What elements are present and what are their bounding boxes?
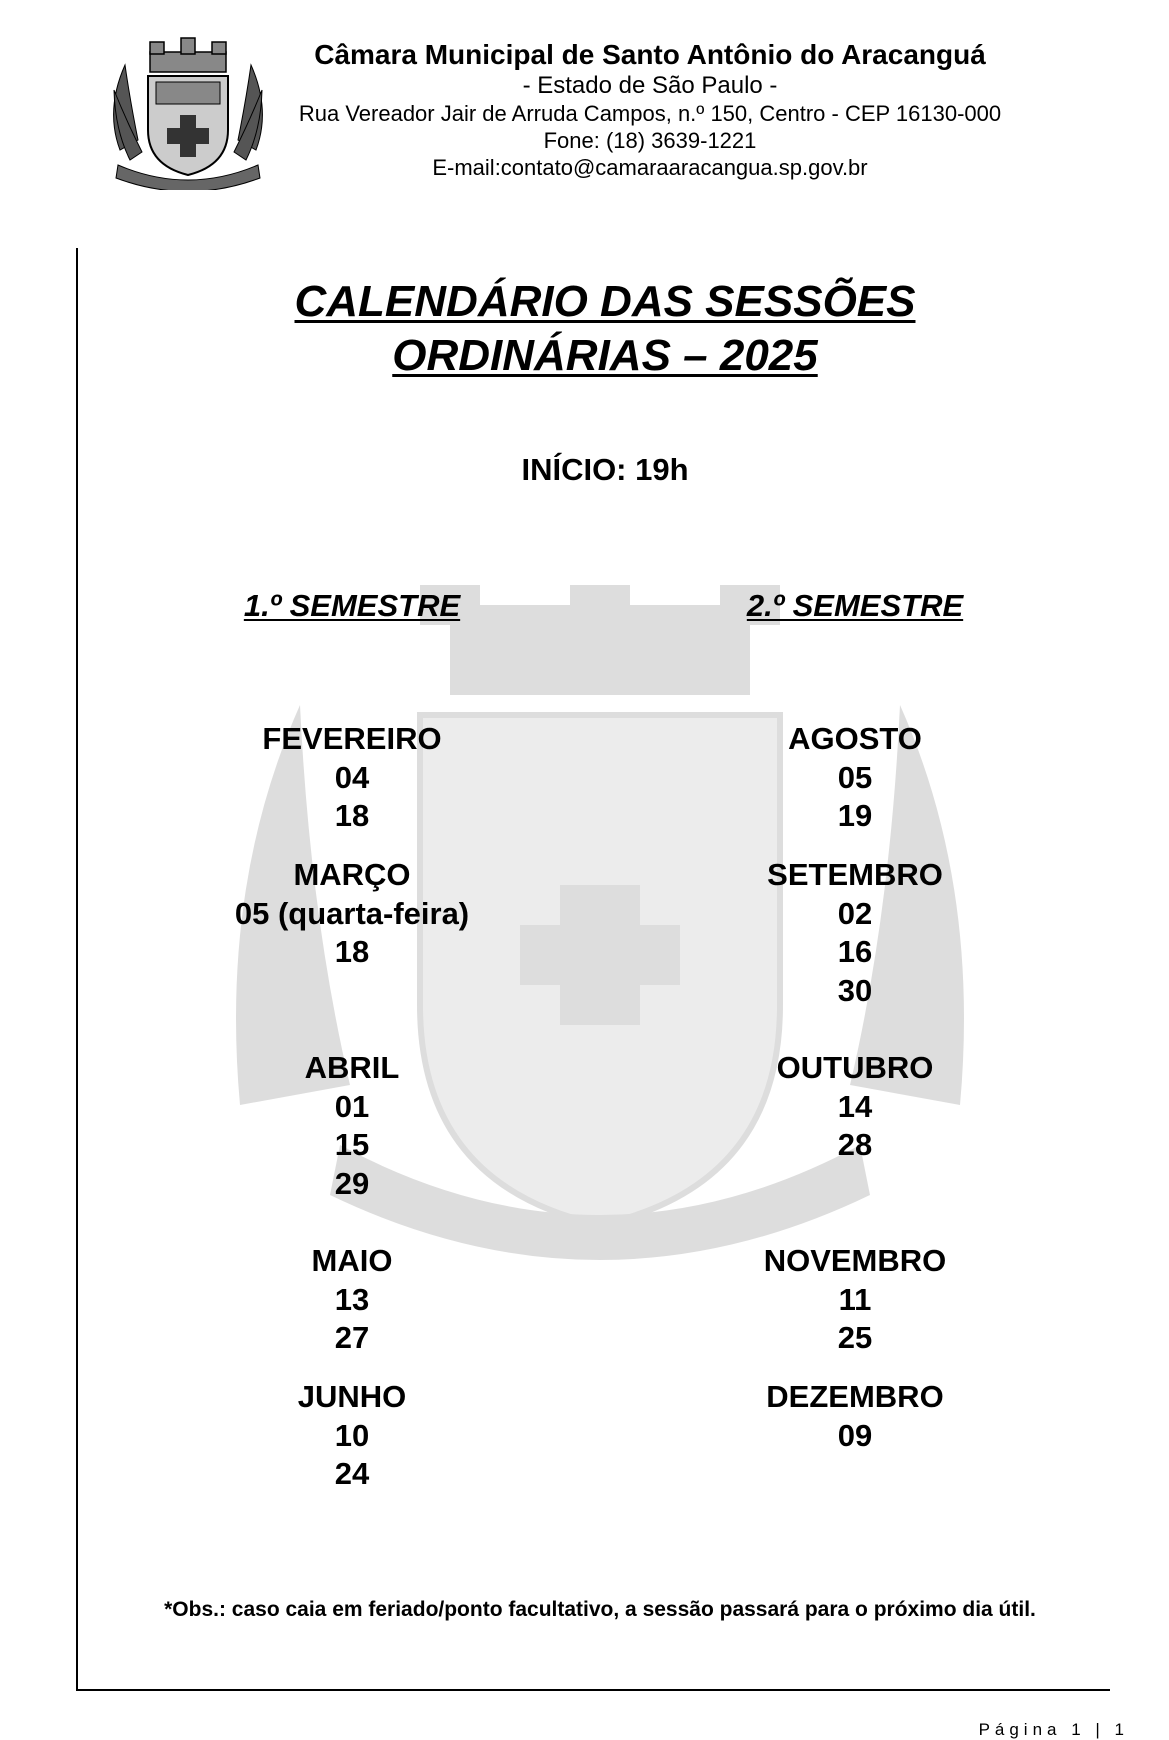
session-day: 30 [837,972,873,1008]
address-line: Rua Vereador Jair de Arruda Campos, n.º 150, Centro - CEP 16130-000 [298,101,1002,126]
month-block-outubro [675,1049,1035,1165]
session-day: 01 [334,1088,370,1124]
left-rule [76,248,78,1690]
page-number: Página 1 | 1 [978,1720,1129,1739]
session-day: 04 [334,759,370,795]
bottom-rule [76,1689,1110,1691]
month-block-abril [172,1049,532,1203]
session-day: 29 [334,1165,370,1201]
session-day: 13 [334,1281,370,1317]
month-block-dezembro [675,1378,1035,1455]
month-name: NOVEMBRO [763,1243,947,1278]
month-name: ABRIL [304,1050,400,1085]
month-name: AGOSTO [788,721,922,756]
month-block-fevereiro [172,720,532,836]
semester-1-heading: 1.º SEMESTRE [243,588,461,623]
month-block-junho [172,1378,532,1494]
document-title [200,275,1010,383]
month-block-setembro [675,856,1035,1010]
title-line-1: CALENDÁRIO DAS SESSÕES [294,277,916,326]
letterhead [280,38,1020,181]
semester-2-heading: 2.º SEMESTRE [746,588,964,623]
month-name: MAIO [311,1243,393,1278]
observation-note: *Obs.: caso caia em feriado/ponto facultativo, a sessão passará para o próximo dia útil. [164,1598,1036,1621]
month-name: DEZEMBRO [766,1379,944,1414]
session-day: 15 [334,1127,370,1162]
session-day: 05 [837,759,873,795]
session-day: 25 [837,1320,873,1355]
month-block-marco [172,856,532,972]
month-block-maio [172,1242,532,1358]
month-name: JUNHO [297,1379,407,1414]
session-day: 27 [334,1320,370,1355]
crest-logo [100,30,276,190]
session-day: 02 [837,895,873,931]
session-day: 19 [837,798,873,833]
start-time: INÍCIO: 19h [521,452,689,487]
title-line-2: ORDINÁRIAS – 2025 [392,331,818,380]
session-day: 18 [334,798,370,833]
month-block-agosto [675,720,1035,836]
state-line: - Estado de São Paulo - [522,72,778,99]
month-name: MARÇO [293,857,411,892]
month-block-novembro [675,1242,1035,1358]
session-day: 11 [838,1281,872,1317]
session-day: 16 [837,934,873,969]
month-name: FEVEREIRO [262,721,442,756]
organization-name: Câmara Municipal de Santo Antônio do Aracanguá [314,39,986,70]
phone-line: Fone: (18) 3639-1221 [543,128,757,153]
session-day: 09 [837,1417,873,1453]
month-name: OUTUBRO [776,1050,934,1085]
session-day: 14 [837,1088,873,1124]
session-day: 18 [334,934,370,969]
month-name: SETEMBRO [767,857,943,892]
session-day: 05 (quarta-feira) [234,895,470,931]
session-day: 28 [837,1127,873,1162]
email-line: E-mail:contato@camaraaracangua.sp.gov.br [432,155,868,180]
session-day: 10 [334,1417,370,1453]
session-day: 24 [334,1456,370,1491]
